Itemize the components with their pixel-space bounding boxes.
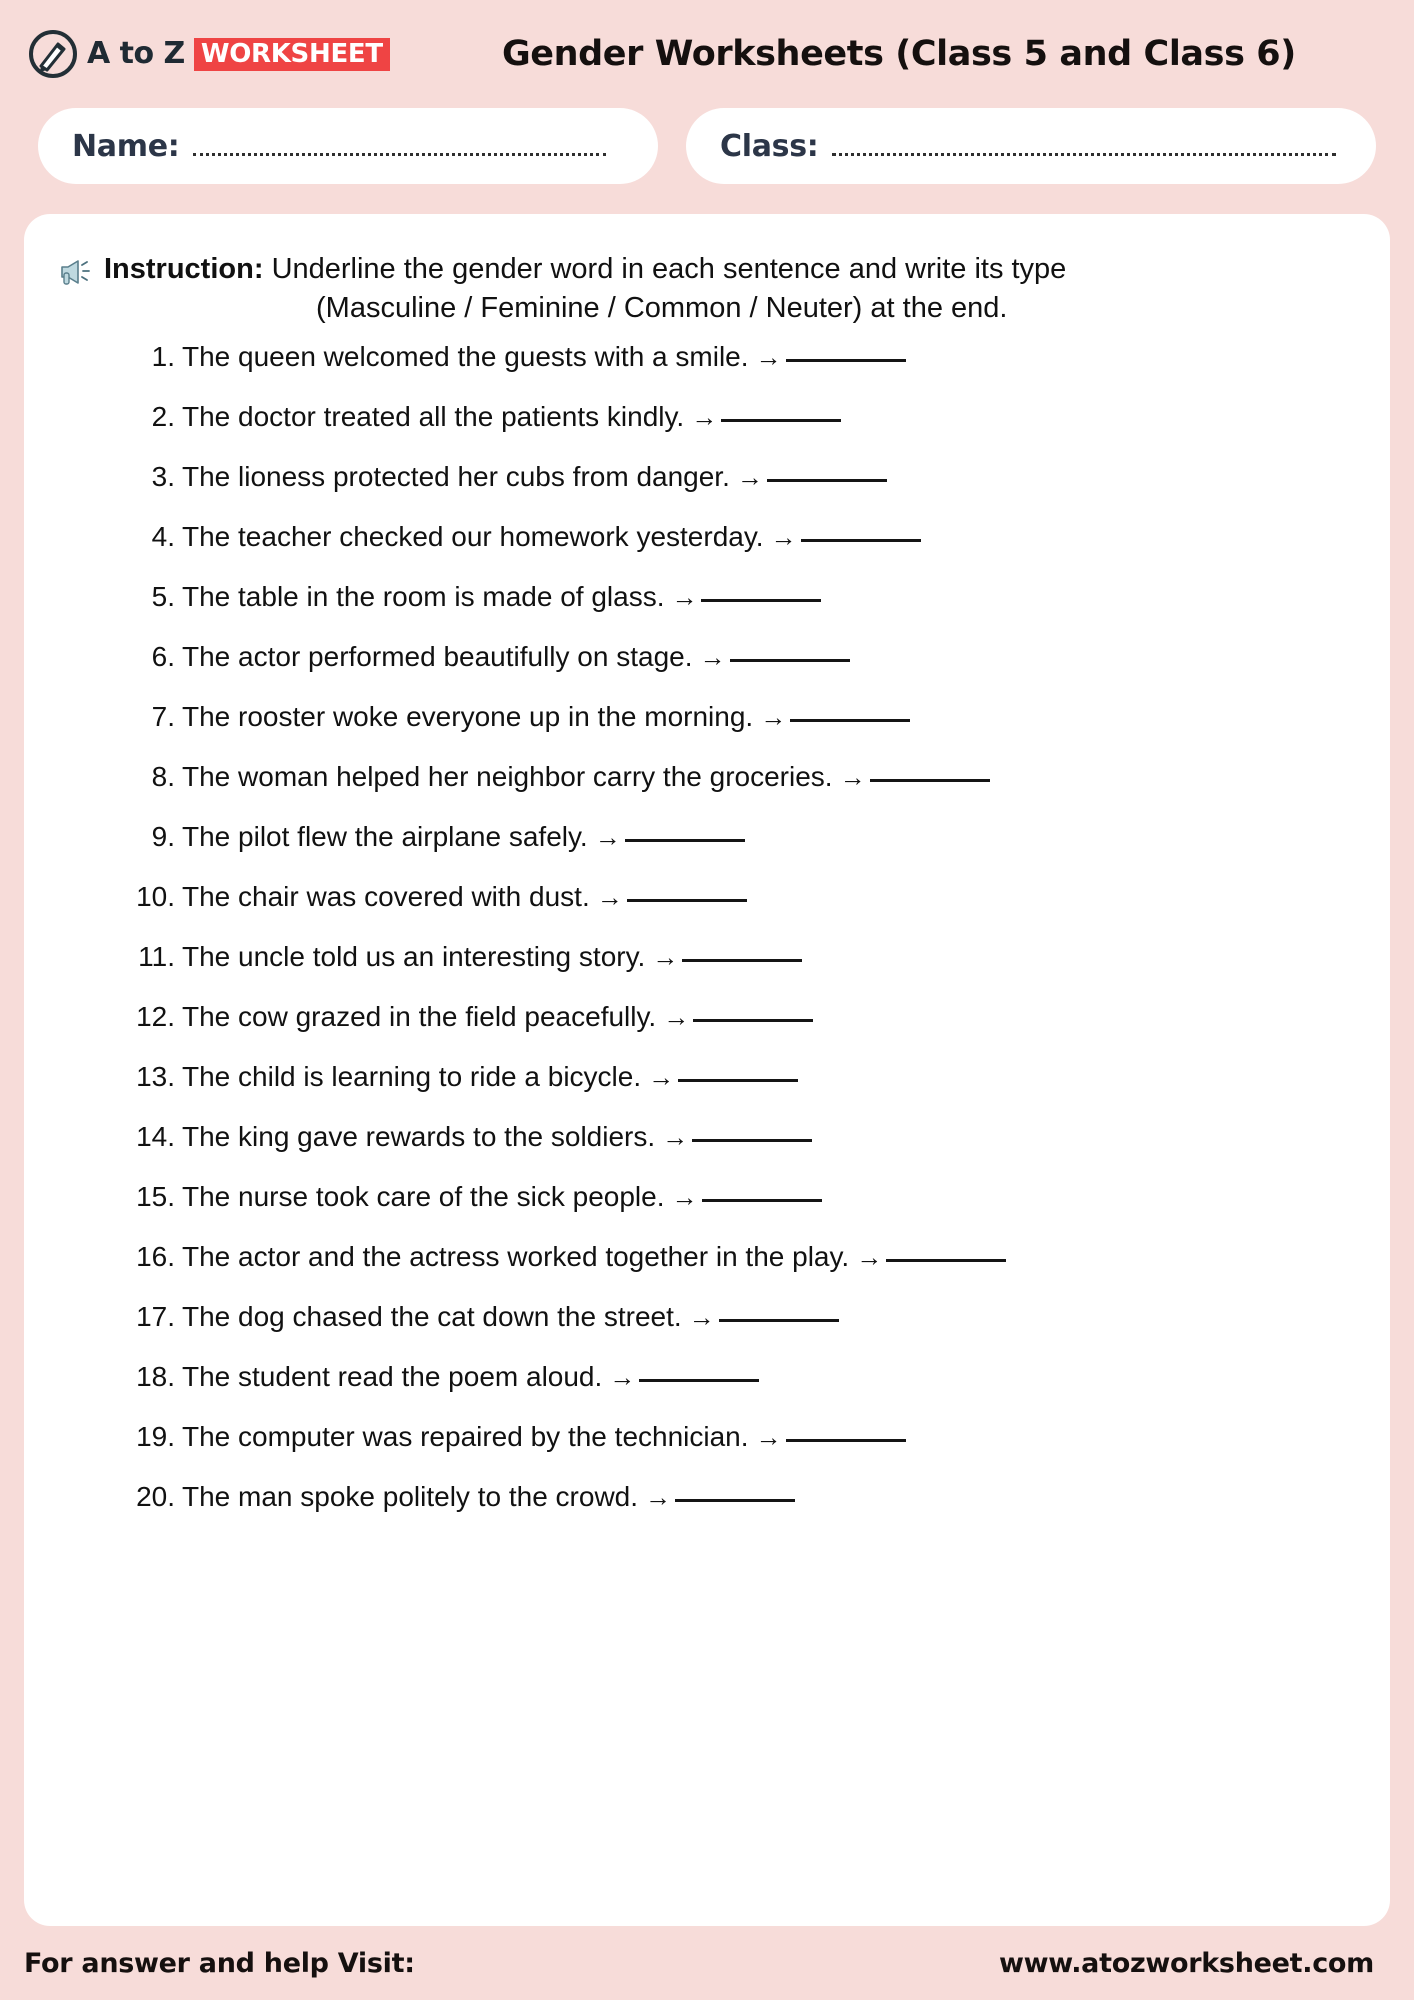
question-row: [124, 701, 1356, 761]
question-row: [124, 641, 1356, 701]
instruction-line-2: (Masculine / Feminine / Common / Neuter) at the end.: [316, 291, 1008, 324]
answer-blank[interactable]: [625, 839, 745, 842]
answer-blank[interactable]: [721, 419, 841, 422]
right-arrow-icon: →: [609, 1362, 636, 1393]
answer-blank[interactable]: [692, 1139, 812, 1142]
question-number: 10.: [136, 881, 175, 913]
instruction-line-1: Underline the gender word in each sentence and write its type: [271, 253, 1067, 285]
question-row: [124, 941, 1356, 1001]
footer-website[interactable]: www.atozworksheet.com: [999, 1947, 1374, 1979]
question-row: [124, 401, 1356, 461]
question-row: [124, 1481, 1356, 1541]
question-text: The woman helped her neighbor carry the groceries.: [182, 761, 833, 793]
question-text: The lioness protected her cubs from danger.: [182, 461, 730, 493]
right-arrow-icon: →: [770, 522, 797, 553]
question-row: [124, 581, 1356, 641]
question-row: [124, 1241, 1356, 1301]
question-text: The child is learning to ride a bicycle.: [182, 1061, 642, 1093]
question-row: [124, 821, 1356, 881]
question-list: [58, 341, 1356, 1541]
question-text: The student read the poem aloud.: [182, 1361, 603, 1393]
question-row: [124, 1001, 1356, 1061]
right-arrow-icon: →: [839, 762, 866, 793]
question-text: The pilot flew the airplane safely.: [182, 821, 588, 853]
answer-blank[interactable]: [627, 899, 747, 902]
answer-blank[interactable]: [682, 959, 802, 962]
right-arrow-icon: →: [760, 702, 787, 733]
student-fields-row: [0, 108, 1414, 184]
name-field-label: Name:: [72, 128, 180, 164]
question-text: The actor performed beautifully on stage.: [182, 641, 693, 673]
question-row: [124, 1181, 1356, 1241]
question-text: The teacher checked our homework yesterday.: [182, 521, 764, 553]
question-text: The actor and the actress worked together in the play.: [182, 1241, 850, 1273]
question-row: [124, 1061, 1356, 1121]
right-arrow-icon: →: [755, 342, 782, 373]
right-arrow-icon: →: [663, 1002, 690, 1033]
pen-in-circle-icon: [28, 29, 78, 79]
footer-help-text: For answer and help Visit:: [24, 1947, 415, 1979]
answer-blank[interactable]: [790, 719, 910, 722]
question-text: The queen welcomed the guests with a smile.: [182, 341, 749, 373]
question-number: 16.: [136, 1241, 175, 1273]
page-footer: [0, 1926, 1414, 2000]
right-arrow-icon: →: [645, 1482, 672, 1513]
answer-blank[interactable]: [719, 1319, 839, 1322]
question-number: 13.: [136, 1061, 175, 1093]
right-arrow-icon: →: [856, 1242, 883, 1273]
question-number: 19.: [136, 1421, 175, 1453]
right-arrow-icon: →: [699, 642, 726, 673]
question-text: The computer was repaired by the technician.: [182, 1421, 749, 1453]
answer-blank[interactable]: [701, 599, 821, 602]
class-input-line[interactable]: [832, 153, 1336, 156]
instruction-text: [104, 250, 1356, 327]
question-row: [124, 881, 1356, 941]
question-number: 18.: [136, 1361, 175, 1393]
question-number: 20.: [136, 1481, 175, 1513]
answer-blank[interactable]: [786, 359, 906, 362]
question-number: 6.: [151, 641, 175, 673]
name-input-line[interactable]: [193, 153, 606, 156]
question-number: 5.: [151, 581, 175, 613]
question-text: The chair was covered with dust.: [182, 881, 590, 913]
right-arrow-icon: →: [594, 822, 621, 853]
question-text: The rooster woke everyone up in the morning.: [182, 701, 754, 733]
question-text: The dog chased the cat down the street.: [182, 1301, 682, 1333]
question-number: 9.: [151, 821, 175, 853]
question-row: [124, 461, 1356, 521]
question-number: 1.: [151, 341, 175, 373]
answer-blank[interactable]: [639, 1379, 759, 1382]
right-arrow-icon: →: [671, 582, 698, 613]
instruction-block: [58, 250, 1356, 327]
question-text: The nurse took care of the sick people.: [182, 1181, 665, 1213]
page-header: [0, 0, 1414, 108]
question-row: [124, 1301, 1356, 1361]
answer-blank[interactable]: [730, 659, 850, 662]
question-number: 3.: [151, 461, 175, 493]
question-text: The king gave rewards to the soldiers.: [182, 1121, 656, 1153]
right-arrow-icon: →: [691, 402, 718, 433]
question-row: [124, 341, 1356, 401]
right-arrow-icon: →: [736, 462, 763, 493]
right-arrow-icon: →: [662, 1122, 689, 1153]
answer-blank[interactable]: [675, 1499, 795, 1502]
right-arrow-icon: →: [671, 1182, 698, 1213]
answer-blank[interactable]: [693, 1019, 813, 1022]
question-row: [124, 521, 1356, 581]
question-text: The table in the room is made of glass.: [182, 581, 665, 613]
question-text: The man spoke politely to the crowd.: [182, 1481, 639, 1513]
question-row: [124, 1421, 1356, 1481]
brand-name: A to Z: [87, 36, 185, 71]
page-title: Gender Worksheets (Class 5 and Class 6): [501, 34, 1296, 74]
question-row: [124, 1361, 1356, 1421]
right-arrow-icon: →: [652, 942, 679, 973]
question-number: 7.: [151, 701, 175, 733]
answer-blank[interactable]: [801, 539, 921, 542]
question-number: 17.: [136, 1301, 175, 1333]
answer-blank[interactable]: [767, 479, 887, 482]
megaphone-icon: [58, 255, 92, 289]
question-text: The cow grazed in the field peacefully.: [182, 1001, 657, 1033]
answer-blank[interactable]: [702, 1199, 822, 1202]
right-arrow-icon: →: [596, 882, 623, 913]
question-row: [124, 761, 1356, 821]
question-number: 15.: [136, 1181, 175, 1213]
question-number: 4.: [151, 521, 175, 553]
question-text: The doctor treated all the patients kindly.: [182, 401, 685, 433]
brand-logo: [28, 29, 390, 79]
name-field[interactable]: [38, 108, 658, 184]
right-arrow-icon: →: [648, 1062, 675, 1093]
right-arrow-icon: →: [688, 1302, 715, 1333]
question-number: 12.: [136, 1001, 175, 1033]
question-number: 8.: [151, 761, 175, 793]
class-field[interactable]: [686, 108, 1376, 184]
question-row: [124, 1121, 1356, 1181]
instruction-lead: Instruction:: [104, 253, 264, 285]
answer-blank[interactable]: [886, 1259, 1006, 1262]
answer-blank[interactable]: [870, 779, 990, 782]
answer-blank[interactable]: [678, 1079, 798, 1082]
answer-blank[interactable]: [786, 1439, 906, 1442]
question-text: The uncle told us an interesting story.: [182, 941, 646, 973]
question-number: 14.: [136, 1121, 175, 1153]
worksheet-card: [24, 214, 1390, 1926]
question-number: 2.: [151, 401, 175, 433]
question-number: 11.: [138, 941, 175, 973]
class-field-label: Class:: [720, 128, 819, 164]
right-arrow-icon: →: [755, 1422, 782, 1453]
brand-badge: WORKSHEET: [194, 38, 390, 71]
